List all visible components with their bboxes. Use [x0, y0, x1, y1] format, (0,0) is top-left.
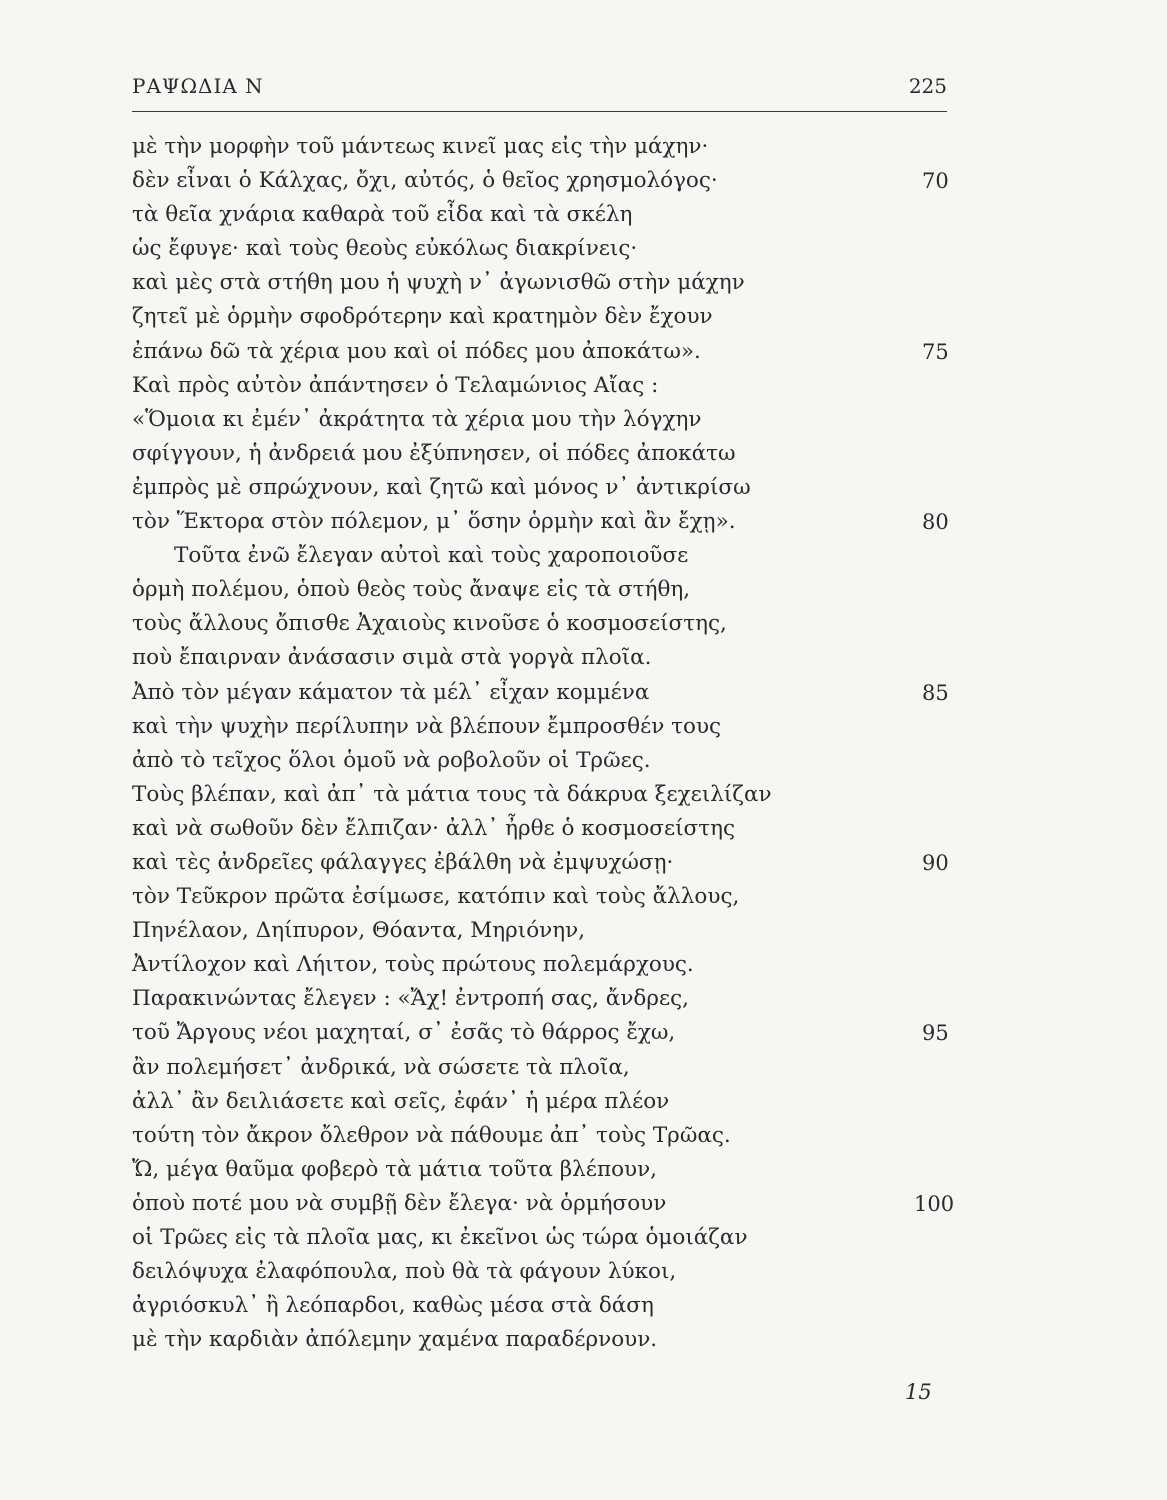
- verse-line: [132, 335, 952, 369]
- verse-line: [132, 914, 952, 948]
- page-number: 225: [908, 74, 947, 98]
- verse-text: ἀγριόσκυλ᾽ ἢ λεόπαρδοι, καθὼς μέσα στὰ δάση: [132, 1293, 654, 1319]
- verse-line: [132, 164, 952, 198]
- verse-text: Τοῦτα ἐνῶ ἔλεγαν αὐτοὶ καὶ τοὺς χαροποιοῦσε: [174, 543, 689, 569]
- verse-line: [132, 539, 952, 573]
- verse-text: τοὺς ἄλλους ὄπισθε Ἀχαιοὺς κινοῦσε ὁ κοσμοσείστης,: [132, 611, 727, 637]
- verse-text: Πηνέλαον, Δηίπυρον, Θόαντα, Μηριόνην,: [132, 918, 586, 944]
- verse-text: Ἀπὸ τὸν μέγαν κάματον τὰ μέλ᾽ εἶχαν κομμένα: [132, 679, 650, 705]
- verse-text: ἀλλ᾽ ἂν δειλιάσετε καὶ σεῖς, ἐφάν᾽ ἡ μέρα πλέον: [132, 1088, 670, 1114]
- verse-text: Τοὺς βλέπαν, καὶ ἀπ᾽ τὰ μάτια τους τὰ δάκρυα ξεχειλίζαν: [132, 781, 772, 807]
- verse-line: [132, 300, 952, 334]
- verse-line: [132, 573, 952, 607]
- verse-text: ἐμπρὸς μὲ σπρώχνουν, καὶ ζητῶ καὶ μόνος ν᾽ ἀντικρίσω: [132, 474, 751, 500]
- verse-text: «Ὅμοια κι ἐμέν᾽ ἀκράτητα τὰ χέρια μου τὴν λόγχην: [132, 406, 702, 432]
- verse-line: [132, 266, 952, 300]
- verse-text: καὶ τὲς ἀνδρεῖες φάλαγγες ἐβάλθη νὰ ἐμψυχώσῃ·: [132, 849, 674, 875]
- verse-text: ὡς ἔφυγε· καὶ τοὺς θεοὺς εὐκόλως διακρίνεις·: [132, 236, 638, 262]
- running-title: ΡΑΨΩΔΙΑ Ν: [132, 74, 264, 98]
- verse-line: [132, 1119, 952, 1153]
- verse-line: [132, 471, 952, 505]
- verse-text: τοῦ Ἄργους νέοι μαχηταί, σ᾽ ἐσᾶς τὸ θάρρος ἔχω,: [132, 1020, 676, 1046]
- verse-line: [132, 369, 952, 403]
- verse-text: καὶ τὴν ψυχὴν περίλυπην νὰ βλέπουν ἔμπροσθέν τους: [132, 713, 722, 739]
- verse-text: Ὤ, μέγα θαῦμα φοβερὸ τὰ μάτια τοῦτα βλέπουν,: [132, 1156, 657, 1182]
- verse-line: [132, 1016, 952, 1050]
- verse-text: ζητεῖ μὲ ὁρμὴν σφοδρότερην καὶ κρατημὸν δὲν ἔχουν: [132, 304, 713, 330]
- verse-text: ὁποὺ ποτέ μου νὰ συμβῇ δὲν ἔλεγα· νὰ ὁρμήσουν: [132, 1190, 667, 1216]
- verse-line: [132, 982, 952, 1016]
- verse-line: [132, 437, 952, 471]
- verse-text: ἀπὸ τὸ τεῖχος ὅλοι ὁμοῦ νὰ ροβολοῦν οἱ Τρῶες.: [132, 747, 651, 773]
- verse-text: Παρακινώντας ἔλεγεν : «Ἄχ! ἐντροπή σας, ἄνδρες,: [132, 986, 689, 1012]
- verse-number: 75: [922, 339, 949, 364]
- verse-number: 80: [922, 510, 949, 535]
- verse-line: [132, 505, 952, 539]
- verse-text: δὲν εἶναι ὁ Κάλχας, ὄχι, αὐτός, ὁ θεῖος χρησμολόγος·: [132, 168, 718, 194]
- verse-text: τὰ θεῖα χνάρια καθαρὰ τοῦ εἶδα καὶ τὰ σκέλη: [132, 202, 633, 228]
- verse-line: [132, 1221, 952, 1255]
- verse-line: [132, 948, 952, 982]
- verse-line: [132, 403, 952, 437]
- verse-line: [132, 1323, 952, 1357]
- verse-text: ὁρμὴ πολέμου, ὁποὺ θεὸς τοὺς ἄναψε εἰς τὰ στήθη,: [132, 577, 691, 603]
- verse-text: ποὺ ἔπαιρναν ἀνάσασιν σιμὰ στὰ γοργὰ πλοῖα.: [132, 645, 652, 671]
- verse-text: ἐπάνω δῶ τὰ χέρια μου καὶ οἱ πόδες μου ἀποκάτω».: [132, 338, 701, 364]
- verse-block: [132, 130, 955, 1357]
- verse-text: Ἀντίλοχον καὶ Λήιτον, τοὺς πρώτους πολεμάρχους.: [132, 952, 694, 978]
- verse-text: καὶ νὰ σωθοῦν δὲν ἔλπιζαν· ἀλλ᾽ ἦρθε ὁ κοσμοσείστης: [132, 815, 736, 841]
- verse-line: [132, 1051, 952, 1085]
- verse-text: τούτη τὸν ἄκρον ὄλεθρον νὰ πάθουμε ἀπ᾽ τοὺς Τρῶας.: [132, 1122, 731, 1148]
- verse-text: μὲ τὴν καρδιὰν ἀπόλεμην χαμένα παραδέρνουν.: [132, 1327, 658, 1353]
- verse-line: [132, 1187, 955, 1221]
- verse-text: σφίγγουν, ἡ ἀνδρειά μου ἐξύπνησεν, οἱ πόδες ἀποκάτω: [132, 440, 736, 466]
- verse-line: [132, 232, 952, 266]
- verse-line: [132, 1153, 952, 1187]
- verse-text: τὸν Τεῦκρον πρῶτα ἐσίμωσε, κατόπιν καὶ τοὺς ἄλλους,: [132, 884, 740, 910]
- verse-number: 100: [914, 1191, 955, 1216]
- verse-text: Καὶ πρὸς αὐτὸν ἀπάντησεν ὁ Τελαμώνιος Αἴας :: [132, 372, 659, 398]
- signature-mark: 15: [905, 1380, 932, 1404]
- verse-line: [132, 880, 952, 914]
- verse-text: καὶ μὲς στὰ στήθη μου ἡ ψυχὴ ν᾽ ἀγωνισθῶ στὴν μάχην: [132, 270, 745, 296]
- verse-line: [132, 641, 952, 675]
- verse-number: 85: [922, 680, 949, 705]
- verse-line: [132, 607, 952, 641]
- verse-line: [132, 676, 952, 710]
- running-header: [132, 74, 947, 104]
- verse-line: [132, 1289, 952, 1323]
- verse-line: [132, 1085, 952, 1119]
- verse-line: [132, 778, 952, 812]
- verse-number: 95: [922, 1021, 949, 1046]
- header-rule: [132, 111, 947, 112]
- verse-text: ἂν πολεμήσετ᾽ ἀνδρικά, νὰ σώσετε τὰ πλοῖα,: [132, 1054, 630, 1080]
- verse-line: [132, 710, 952, 744]
- verse-line: [132, 198, 952, 232]
- verse-line: [132, 744, 952, 778]
- verse-text: τὸν Ἕκτορα στὸν πόλεμον, μ᾽ ὅσην ὁρμὴν καὶ ἂν ἔχῃ».: [132, 509, 736, 535]
- verse-line: [132, 1255, 952, 1289]
- verse-text: οἱ Τρῶες εἰς τὰ πλοῖα μας, κι ἐκεῖνοι ὡς τώρα ὁμοιάζαν: [132, 1225, 748, 1250]
- verse-text: δειλόψυχα ἐλαφόπουλα, ποὺ θὰ τὰ φάγουν λύκοι,: [132, 1259, 677, 1285]
- verse-number: 90: [922, 850, 949, 875]
- verse-line: [132, 130, 952, 164]
- verse-text: μὲ τὴν μορφὴν τοῦ μάντεως κινεῖ μας εἰς τὴν μάχην·: [132, 134, 709, 159]
- verse-line: [132, 812, 952, 846]
- verse-line: [132, 846, 952, 880]
- verse-number: 70: [922, 169, 949, 194]
